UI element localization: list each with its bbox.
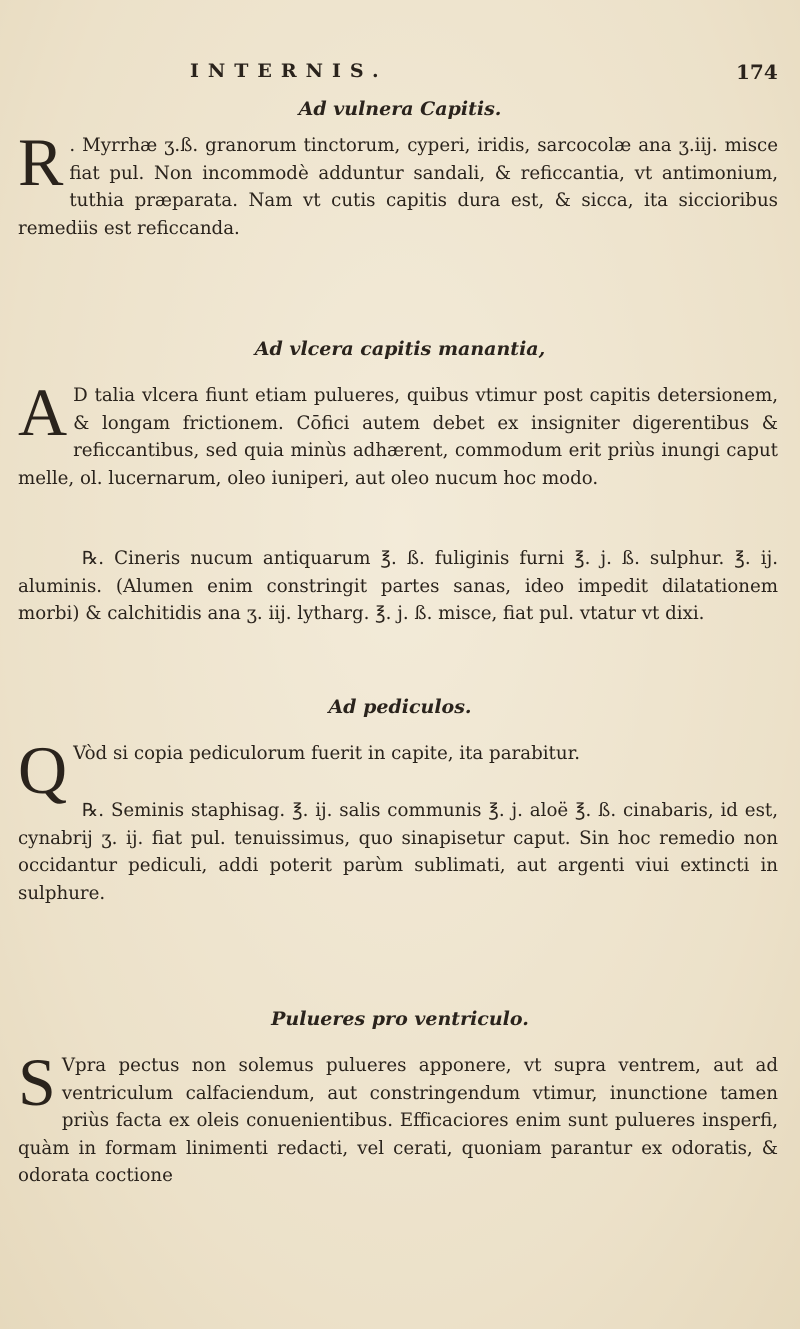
- paragraph: [18, 545, 778, 628]
- drop-cap: R: [18, 124, 64, 200]
- paragraph: [18, 732, 778, 808]
- paragraph-text: Vpra pectus non solemus pulueres apponere, vt supra ventrem, aut ad ventriculum calfaciendum, aut constringendum vtimur, inunctione tamen priùs facta ex oleis conuenientibus. Efficaciores enim sunt pulueres insperfi, quàm in formam linimenti redacti, vel cerati, quoniam parantur ex odoratis, & odorata coctione: [18, 1055, 778, 1187]
- paragraph: [18, 1044, 778, 1190]
- paragraph: [18, 797, 778, 907]
- page-header: [0, 52, 800, 92]
- running-head: INTERNIS.: [190, 60, 388, 82]
- paragraph-text: ℞. Cineris nucum antiquarum ℥. ß. fuliginis furni ℥. j. ß. sulphur. ℥. ij. aluminis. (Alumen enim constringit partes sanas, ideo impedit dilatationem morbi) & calchitidis ana ʒ. iij. lytharg. ℥. j. ß. misce, fiat pul. vtatur vt dixi.: [18, 548, 778, 625]
- page-number: 174: [736, 60, 778, 84]
- paragraph: [18, 124, 778, 242]
- paragraph-text: . Myrrhæ ʒ.ß. granorum tinctorum, cyperi, iridis, sarcocolæ ana ʒ.iij. misce fiat pul. Non incommodè adduntur sandali, & reficcantia, vt antimonium, tuthia præparata. Nam vt cutis capitis dura est, & sicca, ita siccioribus remediis est reficcanda.: [18, 135, 778, 239]
- drop-cap: A: [18, 374, 68, 450]
- section-heading: Ad pediculos.: [328, 696, 472, 718]
- drop-cap: S: [18, 1044, 56, 1120]
- section-heading: Ad vulnera Capitis.: [298, 98, 502, 120]
- section-heading: Pulueres pro ventriculo.: [271, 1008, 529, 1030]
- paragraph-text: ℞. Seminis staphisag. ℥. ij. salis communis ℥. j. aloë ℥. ß. cinabaris, id est, cynabrij ʒ. ij. fiat pul. tenuissimus, quo sinapisetur caput. Sin hoc remedio non occidantur pediculi, addi poterit parùm sublimati, aut argenti viui extincti in sulphure.: [18, 800, 778, 904]
- section-heading: Ad vlcera capitis manantia,: [254, 338, 546, 360]
- paragraph-text: Vòd si copia pediculorum fuerit in capite, ita parabitur.: [73, 743, 581, 764]
- drop-cap: Q: [18, 732, 68, 808]
- paragraph: [18, 374, 778, 492]
- paragraph-text: D talia vlcera fiunt etiam pulueres, quibus vtimur post capitis detersionem, & longam frictionem. Cōfici autem debet ex insigniter digerentibus & reficcantibus, sed quia minùs adhærent, commodum erit priùs inungi caput melle, ol. lucernarum, oleo iuniperi, aut oleo nucum hoc modo.: [18, 385, 778, 489]
